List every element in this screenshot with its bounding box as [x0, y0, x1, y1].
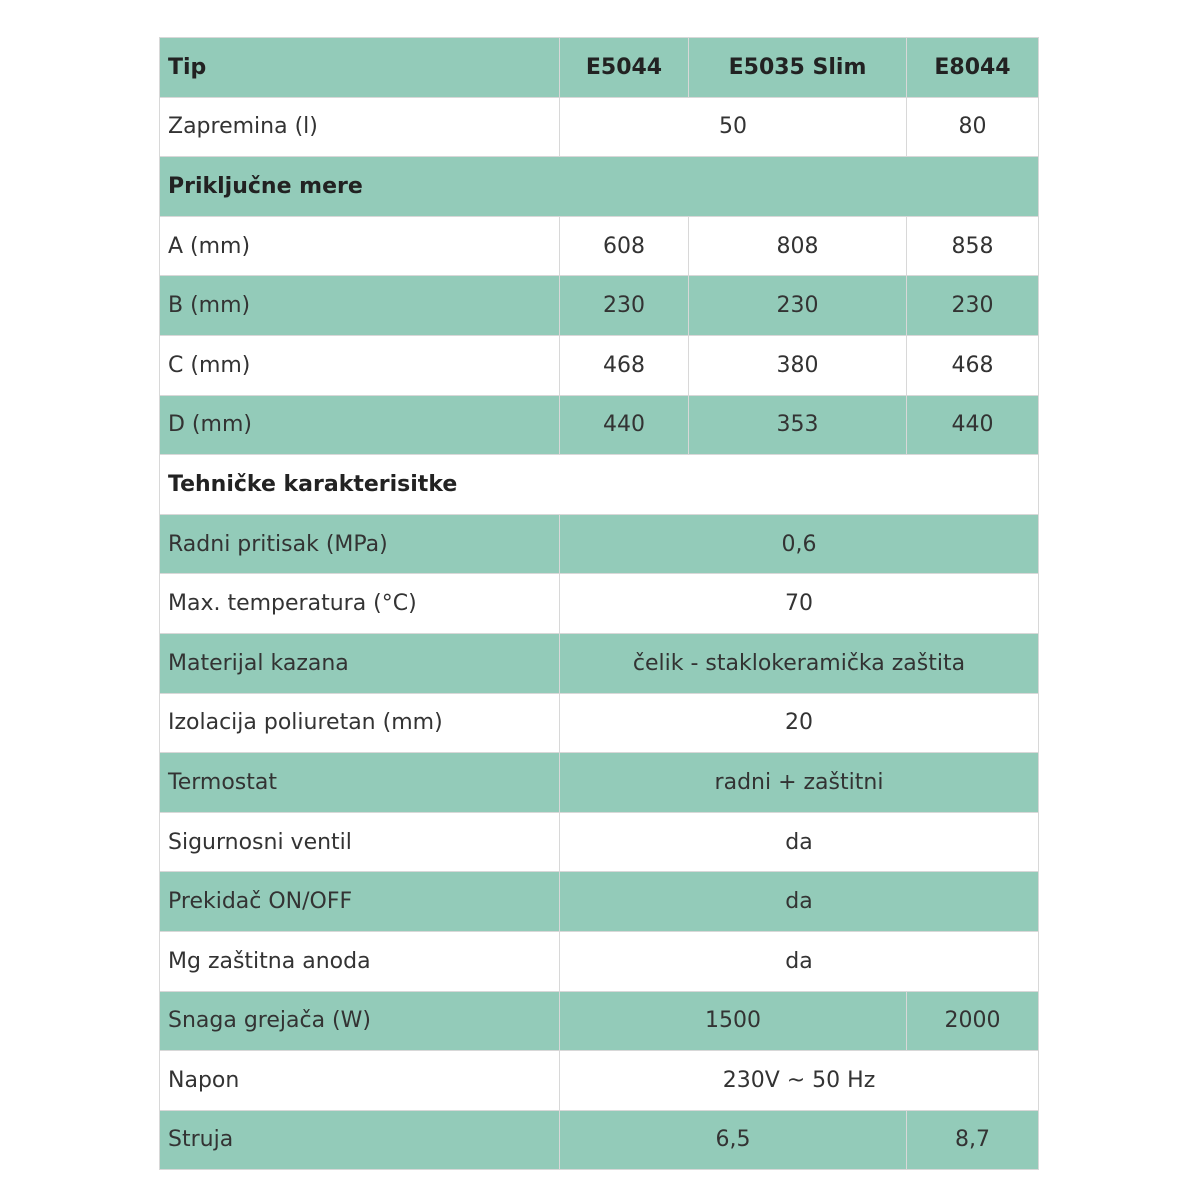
anoda-label: Mg zaštitna anoda	[160, 931, 560, 991]
temperatura-label: Max. temperatura (°C)	[160, 574, 560, 634]
prekidac-value: da	[560, 872, 1039, 932]
a-e8044: 858	[907, 216, 1039, 276]
b-e5044: 230	[560, 276, 689, 336]
section-tehnicke-label: Tehničke karakterisitke	[160, 455, 1039, 515]
spec-table	[159, 37, 1039, 1170]
row-c	[160, 335, 1039, 395]
header-e5035: E5035 Slim	[689, 38, 907, 98]
section-row-mere	[160, 157, 1039, 217]
a-e5035: 808	[689, 216, 907, 276]
row-b	[160, 276, 1039, 336]
row-materijal	[160, 633, 1039, 693]
header-tip: Tip	[160, 38, 560, 98]
pritisak-value: 0,6	[560, 514, 1039, 574]
struja-value-65: 6,5	[560, 1110, 907, 1170]
row-struja	[160, 1110, 1039, 1170]
zapremina-label: Zapremina (l)	[160, 97, 560, 157]
struja-label: Struja	[160, 1110, 560, 1170]
header-row	[160, 38, 1039, 98]
row-anoda	[160, 931, 1039, 991]
termostat-value: radni + zaštitni	[560, 753, 1039, 813]
header-e5044: E5044	[560, 38, 689, 98]
row-napon	[160, 1051, 1039, 1111]
b-label: B (mm)	[160, 276, 560, 336]
row-temperatura	[160, 574, 1039, 634]
napon-value: 230V ~ 50 Hz	[560, 1051, 1039, 1111]
izolacija-label: Izolacija poliuretan (mm)	[160, 693, 560, 753]
izolacija-value: 20	[560, 693, 1039, 753]
row-d	[160, 395, 1039, 455]
b-e5035: 230	[689, 276, 907, 336]
snaga-value-2000: 2000	[907, 991, 1039, 1051]
c-e5044: 468	[560, 335, 689, 395]
ventil-value: da	[560, 812, 1039, 872]
snaga-label: Snaga grejača (W)	[160, 991, 560, 1051]
d-e5035: 353	[689, 395, 907, 455]
section-mere-label: Priključne mere	[160, 157, 1039, 217]
d-label: D (mm)	[160, 395, 560, 455]
ventil-label: Sigurnosni ventil	[160, 812, 560, 872]
temperatura-value: 70	[560, 574, 1039, 634]
prekidac-label: Prekidač ON/OFF	[160, 872, 560, 932]
struja-value-87: 8,7	[907, 1110, 1039, 1170]
materijal-value: čelik - staklokeramička zaštita	[560, 633, 1039, 693]
section-row-tehnicke	[160, 455, 1039, 515]
a-label: A (mm)	[160, 216, 560, 276]
c-label: C (mm)	[160, 335, 560, 395]
row-snaga	[160, 991, 1039, 1051]
row-pritisak	[160, 514, 1039, 574]
materijal-label: Materijal kazana	[160, 633, 560, 693]
pritisak-label: Radni pritisak (MPa)	[160, 514, 560, 574]
c-e5035: 380	[689, 335, 907, 395]
termostat-label: Termostat	[160, 753, 560, 813]
row-termostat	[160, 753, 1039, 813]
row-a	[160, 216, 1039, 276]
anoda-value: da	[560, 931, 1039, 991]
b-e8044: 230	[907, 276, 1039, 336]
header-e8044: E8044	[907, 38, 1039, 98]
zapremina-value-50: 50	[560, 97, 907, 157]
d-e8044: 440	[907, 395, 1039, 455]
row-prekidac	[160, 872, 1039, 932]
napon-label: Napon	[160, 1051, 560, 1111]
row-izolacija	[160, 693, 1039, 753]
row-ventil	[160, 812, 1039, 872]
row-zapremina	[160, 97, 1039, 157]
snaga-value-1500: 1500	[560, 991, 907, 1051]
a-e5044: 608	[560, 216, 689, 276]
c-e8044: 468	[907, 335, 1039, 395]
zapremina-value-80: 80	[907, 97, 1039, 157]
d-e5044: 440	[560, 395, 689, 455]
